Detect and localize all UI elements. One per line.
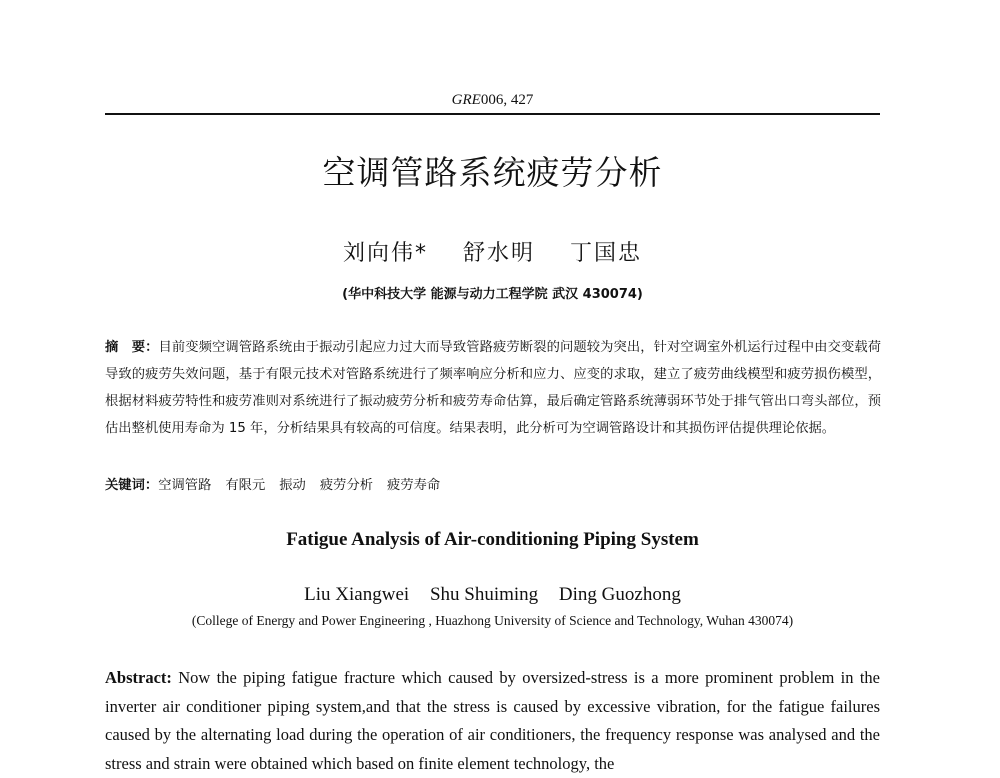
abstract-english [105, 664, 880, 778]
header-rule [105, 113, 880, 115]
author-en-3: Ding Guozhong [558, 584, 681, 605]
affiliation-english: (College of Energy and Power Engineering , Huazhong University of Science and Technology, Wuhan 430074) [191, 613, 794, 628]
authors-chinese [105, 236, 880, 267]
abstract-cn-label: 摘 要： [105, 340, 159, 355]
abstract-en-label: Abstract: [105, 668, 172, 687]
running-header [105, 92, 880, 109]
author-cn-3: 丁国忠 [570, 241, 643, 266]
abstract-cn-text: 目前变频空调管路系统由于振动引起应力过大而导致管路疲劳断裂的问题较为突出，针对空调室外机运行过程中由交变载荷导致的疲劳失效问题，基于有限元技术对管路系统进行了频率响应分析和应力、应变的求取，建立了疲劳曲线模型和疲劳损伤模型，根据材料疲劳特性和疲劳准则对系统进行了振动疲劳分析和疲劳寿命估算，最后确定管路系统薄弱环节处于排气管出口弯头部位，预估出整机使用寿命为 15 年，分析结果具有较高的可信度。结果表明，此分析可为空调管路设计和其损伤评估提供理论依据。 [105, 340, 882, 436]
abstract-chinese [105, 334, 881, 442]
paper-title-chinese: 空调管路系统疲劳分析 [322, 153, 663, 192]
paper-title-english: Fatigue Analysis of Air-conditioning Piping System [286, 529, 699, 550]
authors-english [105, 584, 880, 606]
keyword-1: 空调管路 [158, 478, 212, 493]
affiliation-chinese: (华中科技大学 能源与动力工程学院 武汉 430074) [342, 287, 643, 302]
keywords-chinese [105, 474, 881, 493]
author-cn-1: 刘向伟* [342, 241, 428, 266]
keyword-2: 有限元 [225, 478, 266, 493]
journal-code: GRE [451, 92, 481, 108]
keywords-cn-label: 关键词： [105, 478, 159, 493]
keyword-5: 疲劳寿命 [387, 478, 441, 493]
keyword-4: 疲劳分析 [319, 478, 374, 493]
author-cn-2: 舒水明 [462, 241, 535, 266]
author-en-1: Liu Xiangwei [304, 584, 410, 605]
keyword-3: 振动 [279, 478, 306, 493]
abstract-en-text: Now the piping fatigue fracture which caused by oversized-stress is a more prominent problem in the inverter air conditioner piping system,and that the stress is caused by excessive vibration, for the fatigue failures caused by the alternating load during the operation of air conditioners, the frequency response was analysed and the stress and strain were obtained which based on finite element technology, the [105, 668, 880, 773]
author-en-2: Shu Shuiming [429, 584, 539, 605]
page-reference: 006, 427 [480, 92, 534, 108]
